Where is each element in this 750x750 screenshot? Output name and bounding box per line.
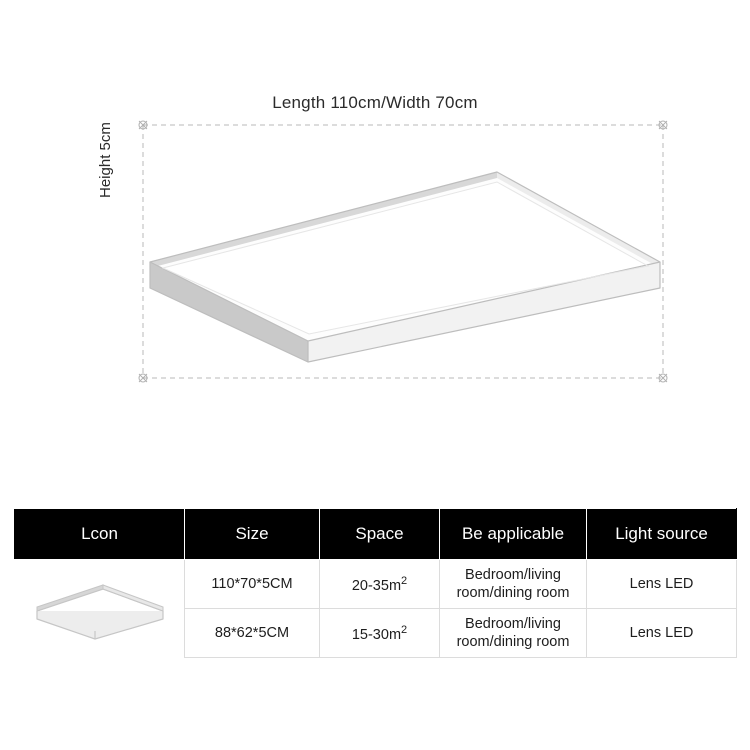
cell-space	[320, 560, 440, 609]
space-value: 15-30	[351, 626, 389, 643]
cell-light-source: Lens LED	[587, 560, 737, 609]
cell-light-source: Lens LED	[587, 609, 737, 658]
applicable-line-2: room/dining room	[456, 585, 570, 601]
specification-table-wrapper	[14, 508, 736, 658]
column-header-light-source: Light source	[587, 509, 737, 560]
column-header-icon: Lcon	[15, 509, 185, 560]
left-dimension-label: Height 5cm	[97, 122, 114, 198]
specification-table	[14, 508, 737, 658]
ceiling-lamp-thumbnail-icon	[25, 569, 175, 649]
table-row	[15, 560, 737, 609]
cell-size: 88*62*5CM	[185, 609, 320, 658]
ceiling-lamp-illustration	[150, 172, 660, 362]
space-unit: m	[388, 577, 402, 594]
cell-applicable	[440, 609, 587, 658]
cell-applicable	[440, 560, 587, 609]
space-superscript: 2	[401, 623, 408, 636]
applicable-line-1: Bedroom/living	[465, 566, 561, 583]
table-body	[15, 560, 737, 658]
space-superscript: 2	[401, 574, 408, 587]
column-header-size: Size	[185, 509, 320, 560]
table-header	[15, 509, 737, 560]
cell-space	[320, 609, 440, 658]
applicable-line-2: room/dining room	[456, 634, 570, 650]
product-thumbnail	[15, 563, 185, 655]
column-header-space: Space	[320, 509, 440, 560]
space-value: 20-35	[351, 577, 389, 594]
table-header-row	[15, 509, 737, 560]
applicable-line-1: Bedroom/living	[465, 615, 561, 632]
column-header-applicable: Be applicable	[440, 509, 587, 560]
product-icon-cell	[15, 560, 185, 658]
space-unit: m	[388, 626, 402, 643]
cell-size: 110*70*5CM	[185, 560, 320, 609]
top-dimension-label: Length 110cm/Width 70cm	[272, 93, 478, 112]
